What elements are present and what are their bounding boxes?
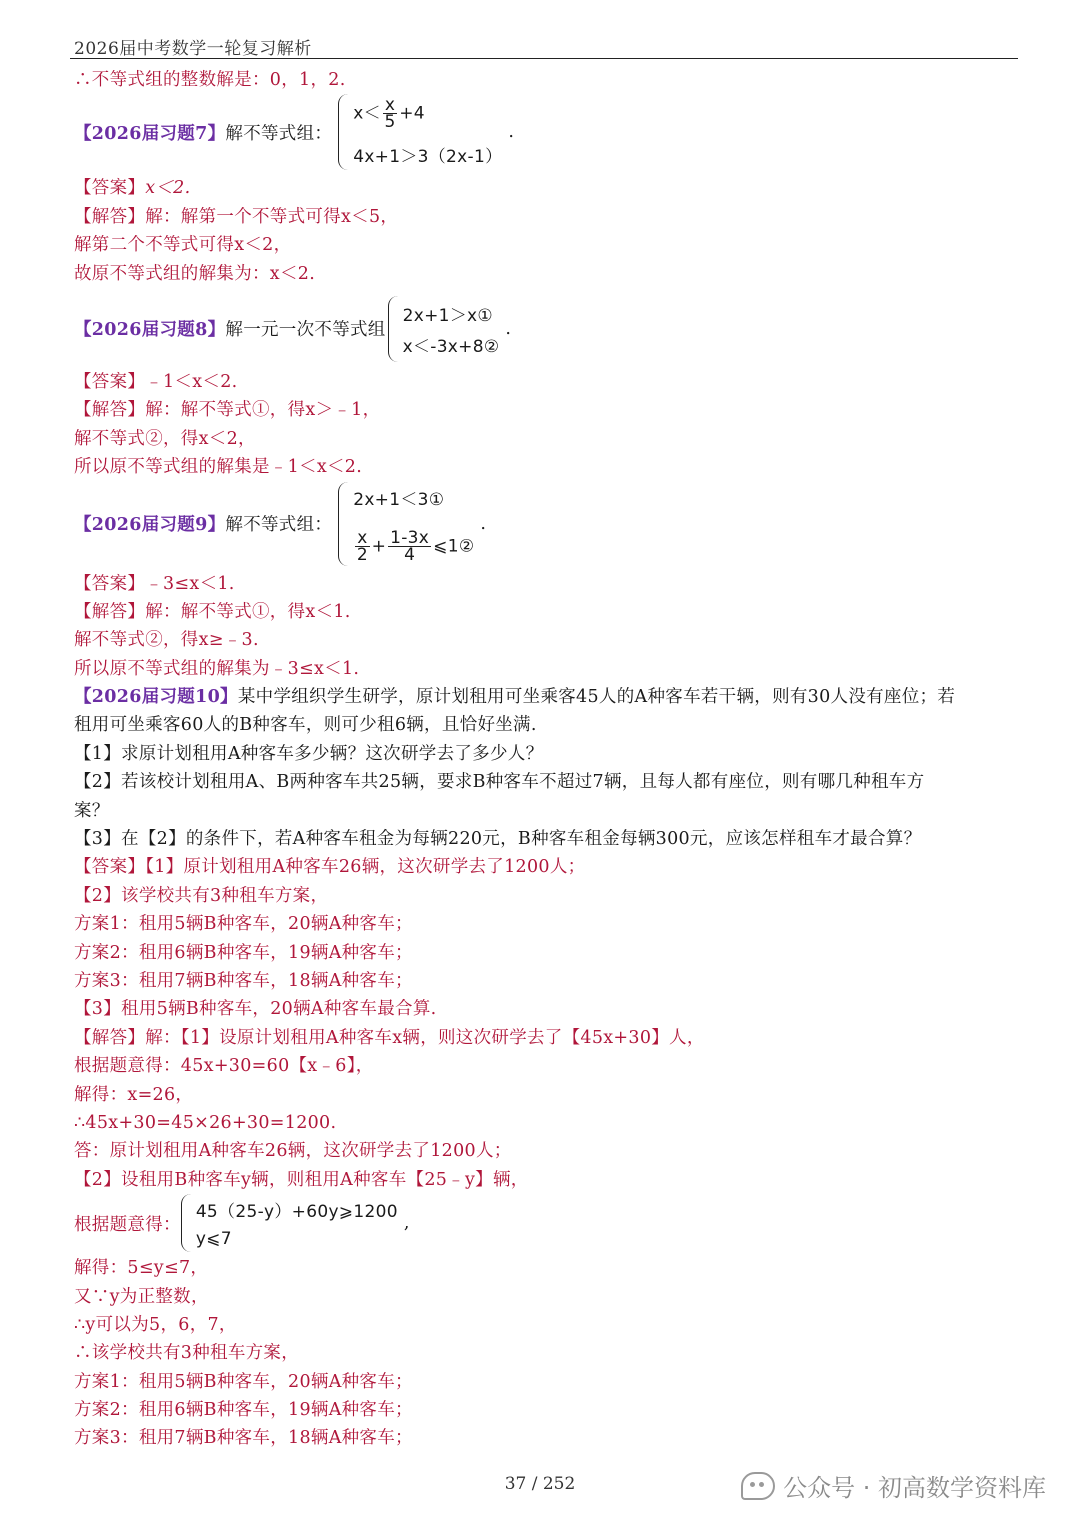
page-number: 37 / 252 xyxy=(504,1474,576,1494)
q10-ineq2: y⩽7 xyxy=(195,1229,232,1250)
q9-solution-3: 所以原不等式组的解集为﹣3≤x＜1. xyxy=(74,658,360,679)
q10-solution-8: 解得：5≤y≤7， xyxy=(74,1258,209,1279)
q10-solution-1: 【解答】解：【1】设原计划租用A种客车x辆，则这次研学去了【45x+30】人， xyxy=(74,1027,705,1048)
q7-solution-1: 【解答】解：解第一个不等式可得x＜5， xyxy=(74,206,399,227)
q9-answer: 【答案】﹣3≤x＜1. xyxy=(74,573,235,594)
q9-ineq1: 2x+1＜3① xyxy=(353,489,445,510)
q8-system xyxy=(403,301,500,357)
q10-part-2b: 案？ xyxy=(74,800,110,821)
q8-ineq2: x＜-3x+8② xyxy=(402,336,500,357)
q10-solution-3: 解得：x=26， xyxy=(74,1084,194,1105)
q10-solution-6: 【2】设租用B种客车y辆，则租用A种客车【25﹣y】辆， xyxy=(74,1169,529,1190)
q10-solution-10: ∴y可以为5，6，7， xyxy=(74,1314,237,1335)
q9-label: 【2026届习题9】 xyxy=(74,515,226,536)
q10-part-2a: 【2】若该校计划租用A、B两种客车共25辆，要求B种客车不超过7辆，且每人都有座位，则有哪几种租车方 xyxy=(74,772,925,793)
q7-brace xyxy=(338,94,349,170)
wechat-icon xyxy=(741,1472,775,1500)
q10-solution-12: 方案1：租用5辆B种客车，20辆A种客车； xyxy=(74,1371,413,1392)
header-divider xyxy=(70,58,1018,59)
q9-solution-2: 解不等式②，得x≥﹣3. xyxy=(74,630,259,651)
q10-solution-2: 根据题意得：45x+30=60【x﹣6】， xyxy=(74,1056,374,1077)
q8-label: 【2026届习题8】 xyxy=(74,320,226,341)
q10-part-3: 【3】在【2】的条件下，若A种客车租金为每辆220元，B种客车租金每辆300元，应该怎样租车才最合算？ xyxy=(74,829,922,850)
q7-stem-text: 解不等式组： xyxy=(225,123,333,144)
q8-stem-text: 解一元一次不等式组 xyxy=(225,320,386,341)
q9-ineq2: $\frac{x}{2}$ + $\frac{1-3x}{4}$ ⩽1② xyxy=(356,527,475,565)
q10-answer-1: 【答案】【1】原计划租用A种客车26辆，这次研学去了1200人； xyxy=(74,857,586,878)
q8-stem: 【2026届习题8】 解一元一次不等式组 2x+1＞x① x＜-3x+8② . xyxy=(74,296,1014,362)
q8-solution-1: 【解答】解：解不等式①，得x＞﹣1， xyxy=(74,400,381,421)
q10-solution-11: ∴该学校共有3种租车方案， xyxy=(74,1343,300,1364)
q9-brace xyxy=(338,482,349,566)
q10-stem-1: 【2026届习题10】某中学组织学生研学，原计划租用可坐乘客45人的A种客车若干辆，则有30人没有座位；若 xyxy=(74,687,956,708)
q10-answer-2: 【2】该学校共有3种租车方案， xyxy=(74,885,329,906)
q10-plan-2: 方案2：租用6辆B种客车，19辆A种客车； xyxy=(74,942,413,963)
q7-label: 【2026届习题7】 xyxy=(74,123,226,144)
q10-plan-1: 方案1：租用5辆B种客车，20辆A种客车； xyxy=(74,914,413,935)
q10-system xyxy=(196,1197,398,1249)
q8-solution-2: 解不等式②，得x＜2， xyxy=(74,428,256,449)
page-content xyxy=(74,66,1014,1453)
q7-frac: $\frac{x}{5}$ xyxy=(384,95,396,133)
q10-stem-2: 租用可坐乘客60人的B种客车，则可少租6辆，且恰好坐满. xyxy=(74,715,537,736)
q10-part-1: 【1】求原计划租用A种客车多少辆？这次研学去了多少人？ xyxy=(74,743,544,764)
q7-ineq1: x＜ $\frac{x}{5}$ +4 xyxy=(353,95,425,133)
q9-stem-text: 解不等式组： xyxy=(225,515,333,536)
q8-solution-3: 所以原不等式组的解集是﹣1＜x＜2. xyxy=(74,457,363,478)
q7-system xyxy=(353,97,502,167)
q9-solution-1: 【解答】解：解不等式①，得x＜1. xyxy=(74,601,351,622)
q9-system xyxy=(353,485,474,563)
q8-brace xyxy=(388,296,399,362)
q10-solution-14: 方案3：租用7辆B种客车，18辆A种客车； xyxy=(74,1428,413,1449)
q8-answer: 【答案】﹣1＜x＜2. xyxy=(74,371,238,392)
prev-conclusion: ∴不等式组的整数解是：0，1，2. xyxy=(74,70,346,90)
q7-stem: 【2026届习题7】 解不等式组： x＜ $\frac{x}{5}$ +4 4x+1＞3（2x-1） . xyxy=(74,94,1014,170)
running-header: 2026届中考数学一轮复习解析 xyxy=(74,39,312,59)
q10-plan-3: 方案3：租用7辆B种客车，18辆A种客车； xyxy=(74,970,413,991)
q8-ineq1: 2x+1＞x① xyxy=(402,305,493,326)
q10-solution-7: 根据题意得： 45（25-y）+60y⩾1200 y⩽7 , xyxy=(74,1194,1014,1252)
q10-answer-3: 【3】租用5辆B种客车，20辆A种客车最合算. xyxy=(74,999,437,1020)
watermark xyxy=(741,1468,1046,1503)
q7-ineq2: 4x+1＞3（2x-1） xyxy=(353,147,503,168)
q10-solution-9: 又∵y为正整数， xyxy=(74,1286,209,1307)
q7-solution-3: 故原不等式组的解集为：x＜2. xyxy=(74,263,316,284)
q10-solution-4: ∴45x+30=45×26+30=1200. xyxy=(74,1112,337,1133)
q10-solution-13: 方案2：租用6辆B种客车，19辆A种客车； xyxy=(74,1400,413,1421)
q7-solution-2: 解第二个不等式可得x＜2， xyxy=(74,235,292,256)
watermark-text: 公众号 · 初高数学资料库 xyxy=(783,1474,1046,1502)
q10-ineq1: 45（25-y）+60y⩾1200 xyxy=(195,1202,398,1223)
q7-answer: 【答案】x＜2. xyxy=(74,178,191,199)
q9-stem: 【2026届习题9】 解不等式组： 2x+1＜3① $\frac{x}{2}$ + $\frac{1-3x}{4}$ ⩽1② . xyxy=(74,482,1014,566)
q10-solution-5: 答：原计划租用A种客车26辆，这次研学去了1200人； xyxy=(74,1141,512,1162)
